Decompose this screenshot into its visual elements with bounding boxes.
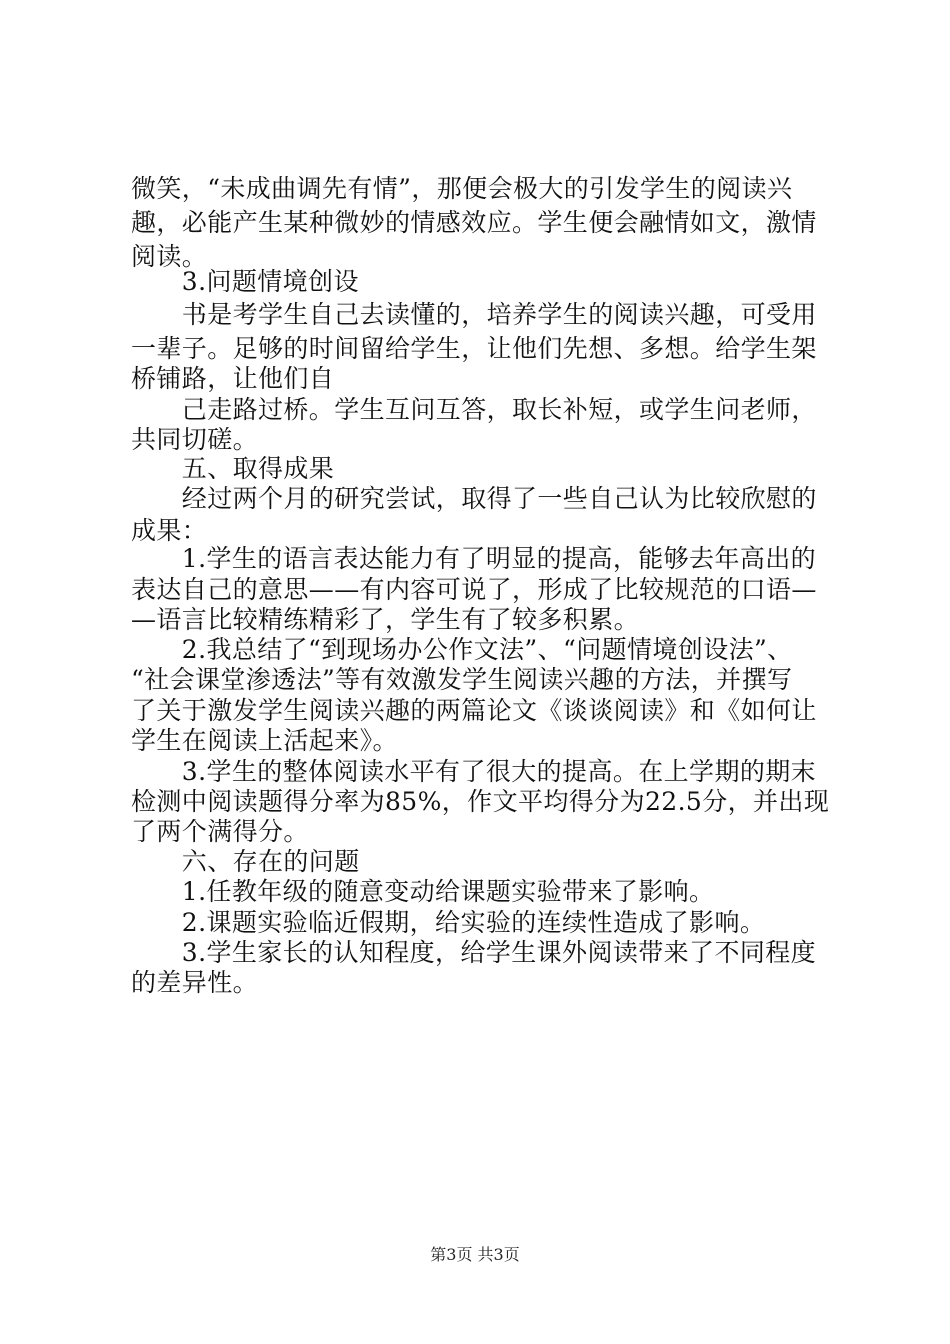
text-line: 表达自己的意思——有内容可说了，形成了比较规范的口语— xyxy=(131,575,817,604)
section-heading: 3.问题情境创设 xyxy=(131,267,359,296)
text-line: 3.学生家长的认知程度，给学生课外阅读带来了不同程度 xyxy=(131,938,817,967)
text-line: 经过两个月的研究尝试，取得了一些自己认为比较欣慰的 xyxy=(131,484,817,513)
text-line: 2.我总结了“到现场办公作文法”、“问题情境创设法”、 xyxy=(131,635,793,664)
section-heading: 六、存在的问题 xyxy=(131,847,360,876)
text-line: 检测中阅读题得分率为85%，作文平均得分为22.5分，并出现 xyxy=(131,787,830,816)
text-line: 1.任教年级的随意变动给课题实验带来了影响。 xyxy=(131,877,715,906)
text-line: —语言比较精练精彩了，学生有了较多积累。 xyxy=(131,605,640,634)
text-line: 2.课题实验临近假期，给实验的连续性造成了影响。 xyxy=(131,908,766,937)
text-line: 一辈子。足够的时间留给学生，让他们先想、多想。给学生架 xyxy=(131,334,817,363)
text-line: 己走路过桥。学生互问互答，取长补短，或学生问老师， xyxy=(131,395,817,424)
page-number-footer: 第3页 共3页 xyxy=(430,1245,520,1264)
text-line: 了两个满得分。 xyxy=(131,817,309,846)
text-line: 3.学生的整体阅读水平有了很大的提高。在上学期的期末 xyxy=(131,757,817,786)
text-line: 1.学生的语言表达能力有了明显的提高，能够去年高出的 xyxy=(131,544,817,573)
text-line: 学生在阅读上活起来》。 xyxy=(131,726,398,755)
text-line: 了关于激发学生阅读兴趣的两篇论文《谈谈阅读》和《如何让 xyxy=(131,696,817,725)
text-line: 的差异性。 xyxy=(131,968,259,997)
text-line: 成果： xyxy=(131,516,208,545)
text-line: 桥铺路，让他们自 xyxy=(131,364,335,393)
section-heading: 五、取得成果 xyxy=(131,454,335,483)
text-line: 阅读。 xyxy=(131,242,208,271)
text-line: “社会课堂渗透法”等有效激发学生阅读兴趣的方法，并撰写 xyxy=(131,665,793,694)
text-line: 微笑，“未成曲调先有情”，那便会极大的引发学生的阅读兴 xyxy=(131,174,793,203)
text-line: 趣，必能产生某种微妙的情感效应。学生便会融情如文，激情 xyxy=(131,208,817,237)
text-line: 书是考学生自己去读懂的，培养学生的阅读兴趣，可受用 xyxy=(131,300,817,329)
text-line: 共同切磋。 xyxy=(131,425,259,454)
